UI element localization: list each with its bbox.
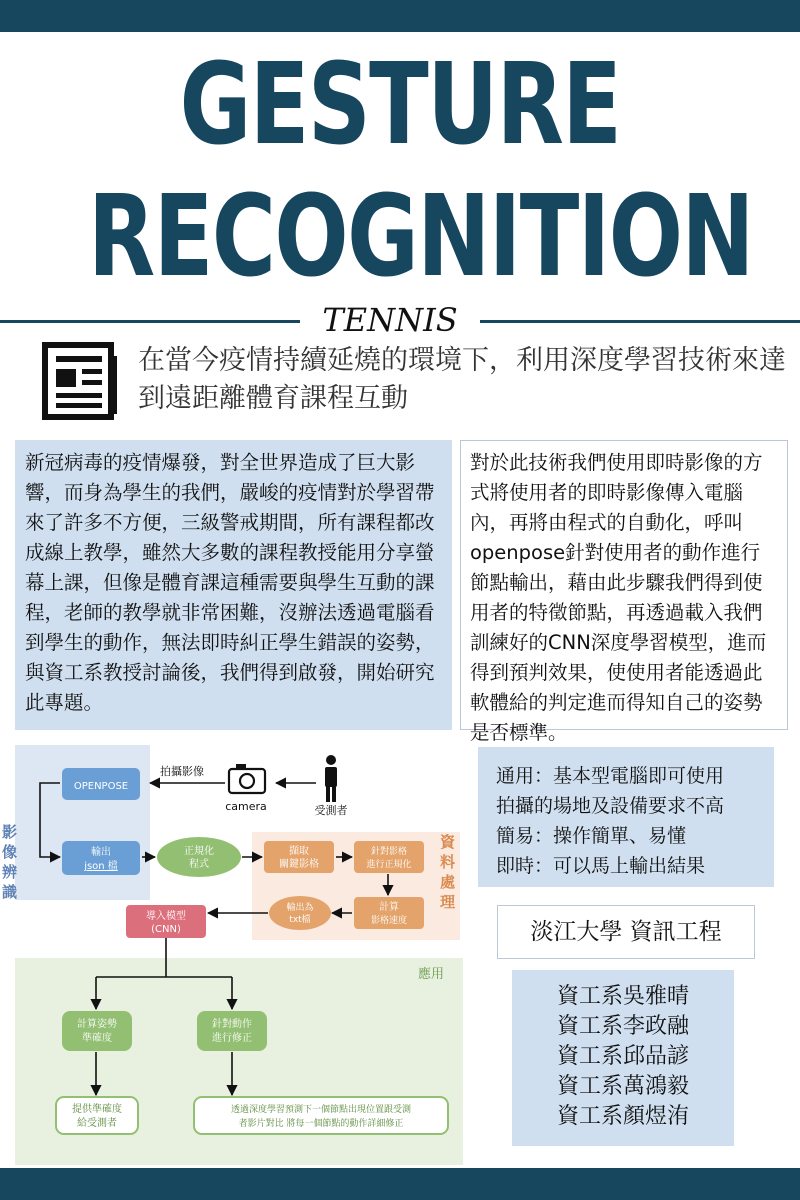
output-txt-label-2: txt檔 xyxy=(289,915,311,925)
provide-label-1: 提供準確度 xyxy=(72,1104,122,1115)
person-icon xyxy=(325,755,337,802)
extract-label-2: 關鍵影格 xyxy=(279,859,319,870)
extract-label-1: 擷取 xyxy=(289,846,309,857)
correction-label-2: 進行修正 xyxy=(212,1033,252,1044)
system-flow-diagram xyxy=(0,740,470,1170)
output-json-label-1: 輸出 xyxy=(91,847,111,858)
section-processing-char: 資 xyxy=(440,833,456,851)
output-txt-label-1: 輸出為 xyxy=(286,903,314,913)
newspaper-icon xyxy=(42,342,120,420)
member-name: 資工系萬鴻毅 xyxy=(556,1074,689,1099)
accuracy-label-2: 準確度 xyxy=(82,1033,112,1044)
model-label-2: (CNN) xyxy=(151,924,181,935)
frame-norm-label-2: 進行正規化 xyxy=(366,860,412,870)
subtitle: TENNIS xyxy=(322,301,458,339)
provide-label-2: 給受測者 xyxy=(77,1118,117,1129)
feature-item: 通用：基本型電腦即可使用 xyxy=(496,765,725,787)
section-recognition-char: 識 xyxy=(2,883,18,901)
openpose-node-label: OPENPOSE xyxy=(73,781,129,792)
intro-text-left: 新冠病毒的疫情爆發，對全世界造成了巨大影響，而身為學生的我們，嚴峻的疫情對於學習帶來了許多不方便，三級警戒期間，所有課程都改成線上教學，雖然大多數的課程教授能用分享螢幕上課，但像是體育課這種需要與學生互動的課程，老師的教學就非常困難，沒辦法透過電腦看到學生的動作，無法即時糾正學生錯誤的姿勢，與資工系教授討論後，我們得到啟發，開始研究此專題。 xyxy=(15,440,452,730)
title-line-1: GESTURE xyxy=(179,40,621,170)
calc-speed-label-2: 影格速度 xyxy=(370,916,408,926)
member-name: 資工系邱品諺 xyxy=(556,1044,689,1069)
intro-text-right: 對於此技術我們使用即時影像的方式將使用者的即時影像傳入電腦內，再將由程式的自動化，呼叫openpose針對使用者的動作進行節點輸出，藉由此步驟我們得到使用者的特徵節點，再透過載入我們訓練好的CNN深度學習模型，進而得到預判效果，使使用者能透過此軟體給的判定進而得知自己的姿勢是否標準。 xyxy=(460,440,788,730)
bottom-banner-bar xyxy=(0,1168,800,1200)
subject-label: 受測者 xyxy=(314,804,348,817)
title-line-2: RECOGNITION xyxy=(88,172,753,302)
feature-item: 拍攝的場地及設備要求不高 xyxy=(496,795,725,817)
correction-node xyxy=(197,1011,267,1051)
normalize-label-1: 正規化 xyxy=(184,846,214,857)
camera-icon xyxy=(229,764,265,793)
section-processing-char: 處 xyxy=(440,873,456,891)
normalize-label-2: 程式 xyxy=(189,859,209,870)
accuracy-label-1: 計算姿勢 xyxy=(77,1019,117,1030)
frame-norm-label-1: 針對影格 xyxy=(370,847,408,857)
section-processing-char: 料 xyxy=(440,853,456,871)
output-json-label-2: json 檔 xyxy=(84,861,118,872)
member-name: 資工系吳雅晴 xyxy=(556,984,689,1009)
predict-label-1: 透過深度學習預測下一個節點出現位置跟受測 xyxy=(230,1105,412,1115)
school-name: 淡江大學 資訊工程 xyxy=(497,905,755,959)
model-label-1: 導入模型 xyxy=(146,911,186,922)
top-banner-bar xyxy=(0,0,800,32)
camera-label: camera xyxy=(225,800,267,813)
correction-label-1: 針對動作 xyxy=(212,1019,252,1030)
headline: 在當今疫情持續延燒的環境下，利用深度學習技術來達到遠距離體育課程互動 xyxy=(138,345,786,414)
section-processing-char: 理 xyxy=(440,893,456,911)
subtitle-rule-left xyxy=(0,320,300,323)
section-recognition-char: 像 xyxy=(2,843,18,861)
member-name: 資工系顏煜洧 xyxy=(556,1104,689,1129)
section-application-label: 應用 xyxy=(418,967,445,982)
section-recognition-char: 影 xyxy=(2,823,18,841)
accuracy-node xyxy=(62,1011,132,1051)
capture-label: 拍攝影像 xyxy=(160,765,204,778)
feature-item: 簡易：操作簡單、易懂 xyxy=(496,825,687,847)
feature-item: 即時：可以馬上輸出結果 xyxy=(496,855,706,877)
normalize-node xyxy=(157,837,241,877)
member-name: 資工系李政融 xyxy=(556,1014,689,1039)
subtitle-rule-right xyxy=(480,320,800,323)
features-box xyxy=(478,747,774,887)
predict-label-2: 者影片對比 將每一個節點的動作詳細修正 xyxy=(238,1119,404,1129)
members-box xyxy=(512,970,734,1146)
calc-speed-label-1: 計算 xyxy=(379,902,399,913)
section-recognition-char: 辨 xyxy=(2,863,18,881)
